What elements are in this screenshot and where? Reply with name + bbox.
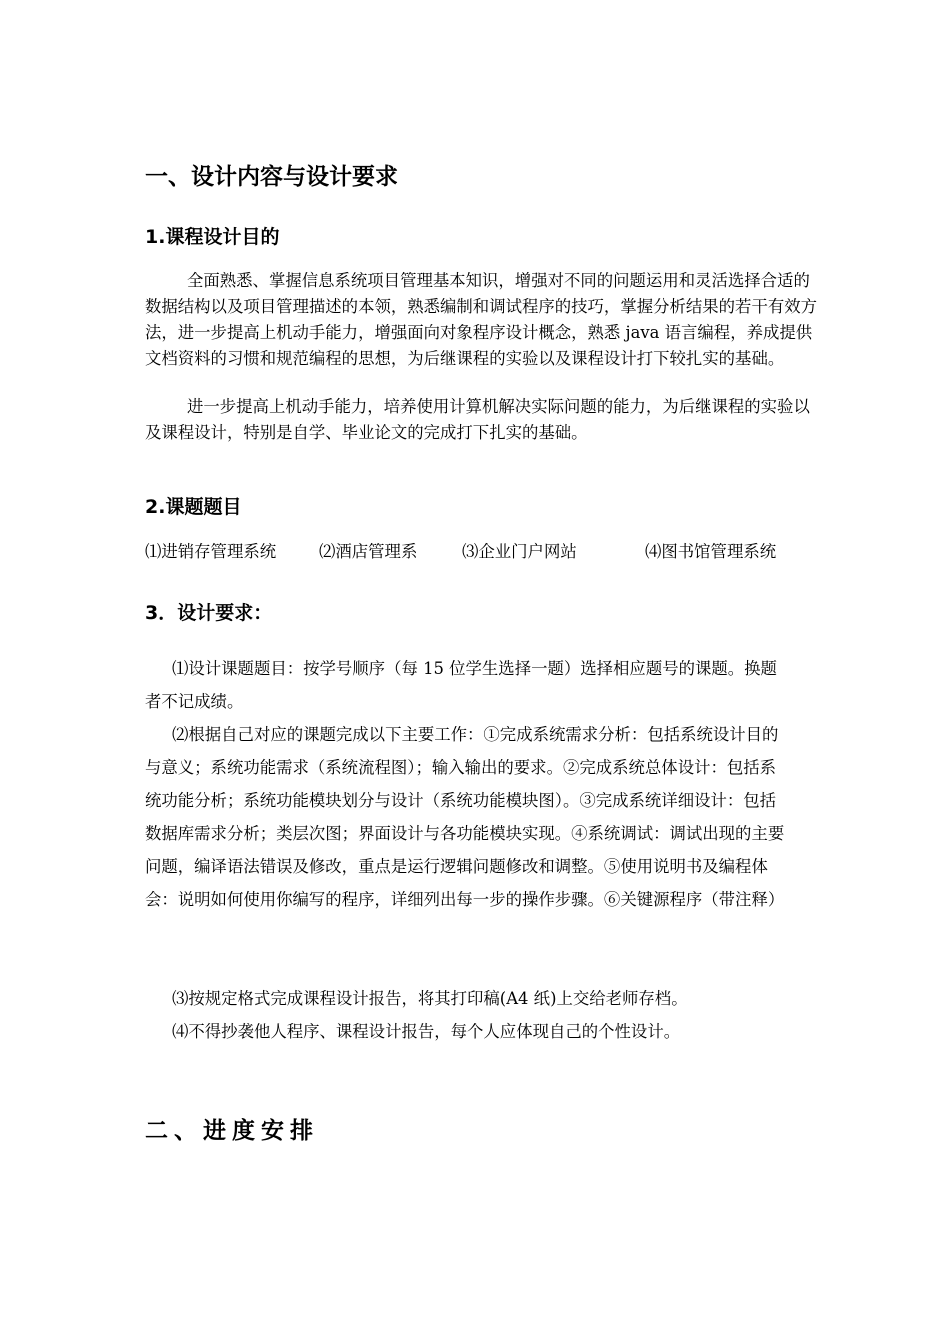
purpose-paragraph-1 bbox=[145, 268, 825, 372]
section1-title: 一、设计内容与设计要求 bbox=[145, 164, 398, 190]
purpose-paragraph-2 bbox=[145, 394, 825, 446]
purpose-paragraph-1-text: 全面熟悉、掌握信息系统项目管理基本知识，增强对不同的问题运用和灵活选择合适的数据结构以及项目管理描述的本领，熟悉编制和调试程序的技巧，掌握分析结果的若干有效方法，进一步提高上机动手能力，增强面向对象程序设计概念，熟悉 java 语言编程，养成提供文档资料的习惯和规范编程的思想，为后继课程的实验以及课程设计打下较扎实的基础。 bbox=[145, 271, 818, 368]
topic-item: ⑵酒店管理系 bbox=[319, 542, 418, 561]
requirement-2 bbox=[145, 718, 785, 916]
section2-title: 二、进度安排 bbox=[145, 1118, 319, 1144]
requirement-3-text: ⑶按规定格式完成课程设计报告，将其打印稿(A4 纸)上交给老师存档。 bbox=[172, 989, 688, 1008]
requirement-4-text: ⑷不得抄袭他人程序、课程设计报告，每个人应体现自己的个性设计。 bbox=[172, 1022, 681, 1041]
requirement-1 bbox=[145, 652, 785, 718]
requirements-heading: 3．设计要求： bbox=[145, 602, 273, 624]
topic-item: ⑴进销存管理系统 bbox=[145, 542, 277, 561]
topic-item: ⑶企业门户网站 bbox=[462, 542, 577, 561]
topic-item: ⑷图书馆管理系统 bbox=[645, 542, 777, 561]
requirement-4 bbox=[145, 1015, 805, 1048]
requirement-1-text: ⑴设计课题题目：按学号顺序（每 15 位学生选择一题）选择相应题号的课题。换题者不记成绩。 bbox=[145, 659, 777, 711]
purpose-paragraph-2-text: 进一步提高上机动手能力，培养使用计算机解决实际问题的能力，为后继课程的实验以及课程设计，特别是自学、毕业论文的完成打下扎实的基础。 bbox=[145, 397, 810, 442]
requirement-3 bbox=[145, 982, 805, 1015]
requirement-2-text: ⑵根据自己对应的课题完成以下主要工作：①完成系统需求分析：包括系统设计目的与意义；系统功能需求（系统流程图）；输入输出的要求。②完成系统总体设计：包括系统功能分析；系统功能模块划分与设计（系统功能模块图）。③完成系统详细设计：包括数据库需求分析；类层次图；界面设计与各功能模块实现。④系统调试：调试出现的主要问题，编译语法错误及修改，重点是运行逻辑问题修改和调整。⑤使用说明书及编程体会：说明如何使用你编写的程序，详细列出每一步的操作步骤。⑥关键源程序（带注释） bbox=[145, 725, 785, 909]
topics-heading: 2.课题题目 bbox=[145, 496, 242, 518]
purpose-heading: 1.课程设计目的 bbox=[145, 226, 280, 248]
